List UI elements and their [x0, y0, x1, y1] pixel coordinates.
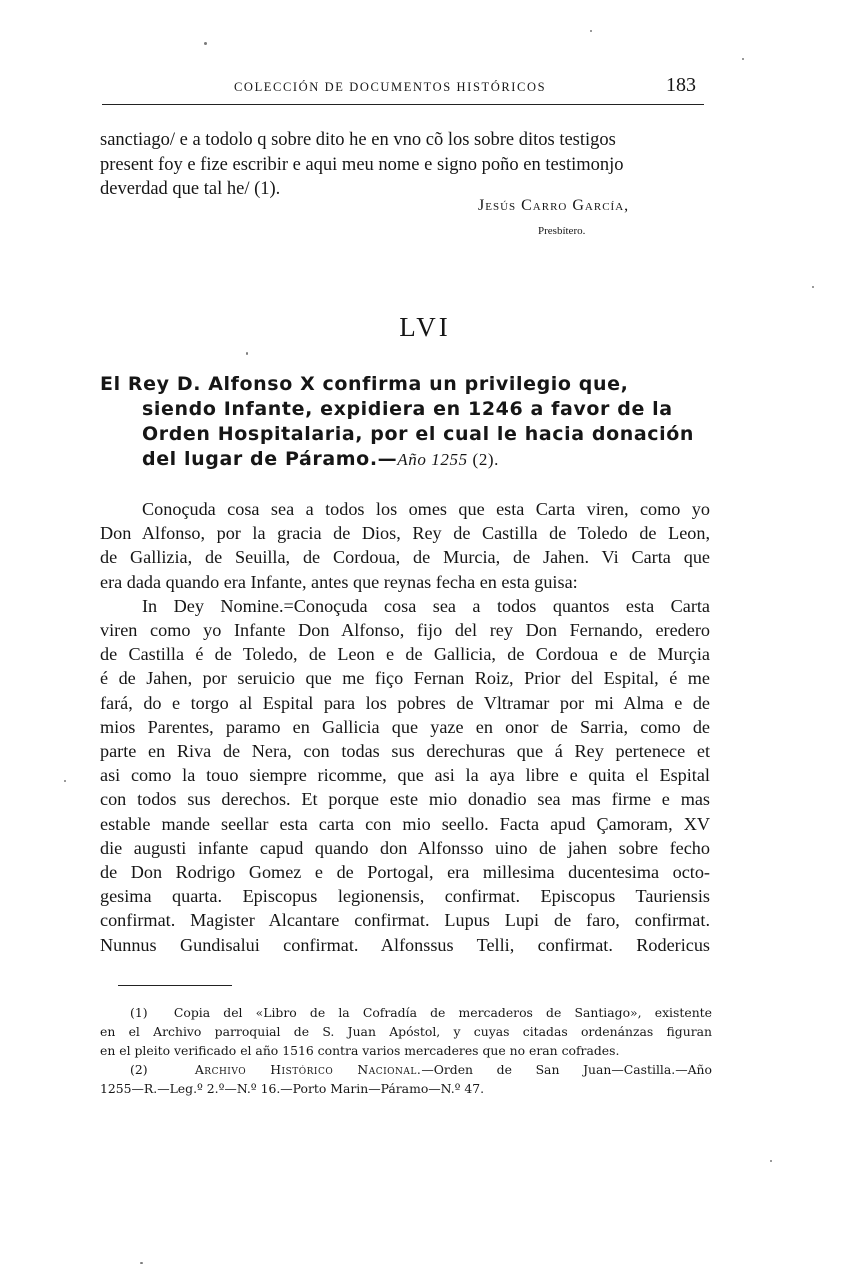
heading-line-last: [100, 447, 712, 472]
body-line: die augusti infante capud quando don Alfonsso uino de jahen sobre fecho: [100, 837, 710, 858]
heading-footnote-ref: (2).: [467, 450, 500, 469]
body-line: de Don Rodrigo Gomez e de Portogal, era millesima ducentesima octo-: [100, 862, 710, 883]
body-line: é de Jahen, por seruicio que me fiço Fernan Roiz, Prior del Espital, é me: [100, 668, 710, 689]
body-line: parte en Riva de Nera, con todas sus derechuras que á Rey pertenece et: [100, 741, 710, 762]
page-number: 183: [666, 74, 696, 96]
text-line: present foy e fize escribir e aqui meu nome e signo poño en testimonjo: [100, 154, 624, 175]
body-line: In Dey Nomine.=Conoçuda cosa sea a todos quantos esta Carta: [142, 595, 710, 616]
body-line: Nunnus Gundisalui confirmat. Alfonssus Telli, confirmat. Rodericus: [100, 934, 710, 955]
heading-line: El Rey D. Alfonso X confirma un privilegio que,: [100, 373, 629, 395]
running-head: [102, 74, 704, 105]
footnote-1-line: en el pleito verificado el año 1516 contra varios mercaderes que no eran cofrades.: [100, 1043, 620, 1058]
body-line: asi como la touo siempre ricomme, que asi la aya libre e quita el Espital: [100, 765, 710, 786]
body-line: gesima quarta. Episcopus legionensis, confirmat. Episcopus Tauriensis: [100, 886, 710, 907]
scan-speck: [64, 780, 66, 782]
body-line: mios Parentes, paramo en Gallicia que yaze en onor de Sarria, como de: [100, 716, 710, 737]
footnote-2-marker: (2): [130, 1062, 148, 1077]
footnote-divider: [118, 985, 232, 986]
document-body: [100, 497, 710, 957]
heading-line: Orden Hospitalaria, por el cual le hacia donación: [142, 423, 695, 445]
scan-speck: [812, 286, 814, 288]
text-line: deverdad que tal he/ (1).: [100, 179, 281, 199]
footnote-2-line: 1255—R.—Leg.º 2.º—N.º 16.—Porto Marin—Páramo—N.º 47.: [100, 1081, 485, 1096]
document-heading: [100, 372, 712, 472]
body-line: fará, do e torgo al Espital para los pobres de Vltramar por mi Alma e de: [100, 692, 710, 713]
body-line: estable mande seellar esta carta con mio seello. Facta apud Çamoram, XV: [100, 813, 710, 834]
footnote-1-marker: (1): [130, 1005, 148, 1020]
footnote-1-text: Copia del «Libro de la Cofradía de mercaderos de Santiago», existente: [173, 1005, 712, 1020]
running-head-title: COLECCIÓN DE DOCUMENTOS HISTÓRICOS: [234, 80, 547, 94]
body-line: Don Alfonso, por la gracia de Dios, Rey de Castilla de Toledo de Leon,: [100, 523, 710, 544]
document-number: LVI: [399, 312, 451, 342]
heading-text: del lugar de Páramo.—: [142, 448, 398, 470]
body-line: viren como yo Infante Don Alfonso, fijo del rey Don Fernando, eredero: [100, 620, 710, 641]
signature-role: Presbítero.: [538, 225, 586, 237]
footnote-2-archive: Archivo Histórico Nacional.: [194, 1062, 422, 1077]
body-line: Conoçuda cosa sea a todos los omes que esta Carta viren, como yo: [142, 499, 710, 519]
footnotes: [100, 1003, 712, 1098]
body-line: era dada quando era Infante, antes que reynas fecha en esta guisa:: [100, 571, 578, 592]
body-line: de Gallizia, de Seuilla, de Cordoua, de Murcia, de Jahen. Vi Carta que: [100, 547, 710, 568]
scan-speck: [140, 1262, 143, 1264]
scan-speck: [204, 42, 207, 45]
scan-speck: [590, 30, 592, 32]
scan-speck: [770, 1160, 772, 1162]
scan-speck: [246, 352, 248, 355]
previous-document-ending: [100, 128, 712, 202]
footnote-1-line: [100, 1003, 712, 1022]
body-line: confirmat. Magister Alcantare confirmat. Lupus Lupi de faro, confirmat.: [100, 910, 710, 931]
signature-name: Jesús Carro García,: [478, 197, 630, 214]
footnote-2-text: —Orden de San Juan—Castilla.—Año: [421, 1062, 712, 1077]
scan-speck: [742, 58, 744, 60]
body-line: de Castilla é de Toledo, de Leon e de Gallicia, de Cordoua e de Murçia: [100, 644, 710, 665]
body-line: con todos sus derechos. Et porque este mio donadio sea mas firme e mas: [100, 789, 710, 810]
footnote-1-line: en el Archivo parroquial de S. Juan Apóstol, y cuyas citadas ordenánzas figuran: [100, 1024, 712, 1039]
heading-year: Año 1255: [397, 450, 468, 469]
heading-date: [397, 450, 499, 469]
heading-line: siendo Infante, expidiera en 1246 a favor de la: [142, 398, 673, 420]
text-line: sanctiago/ e a todolo q sobre dito he en vno cõ los sobre ditos testigos: [100, 130, 616, 150]
footnote-2-line: [100, 1060, 712, 1079]
